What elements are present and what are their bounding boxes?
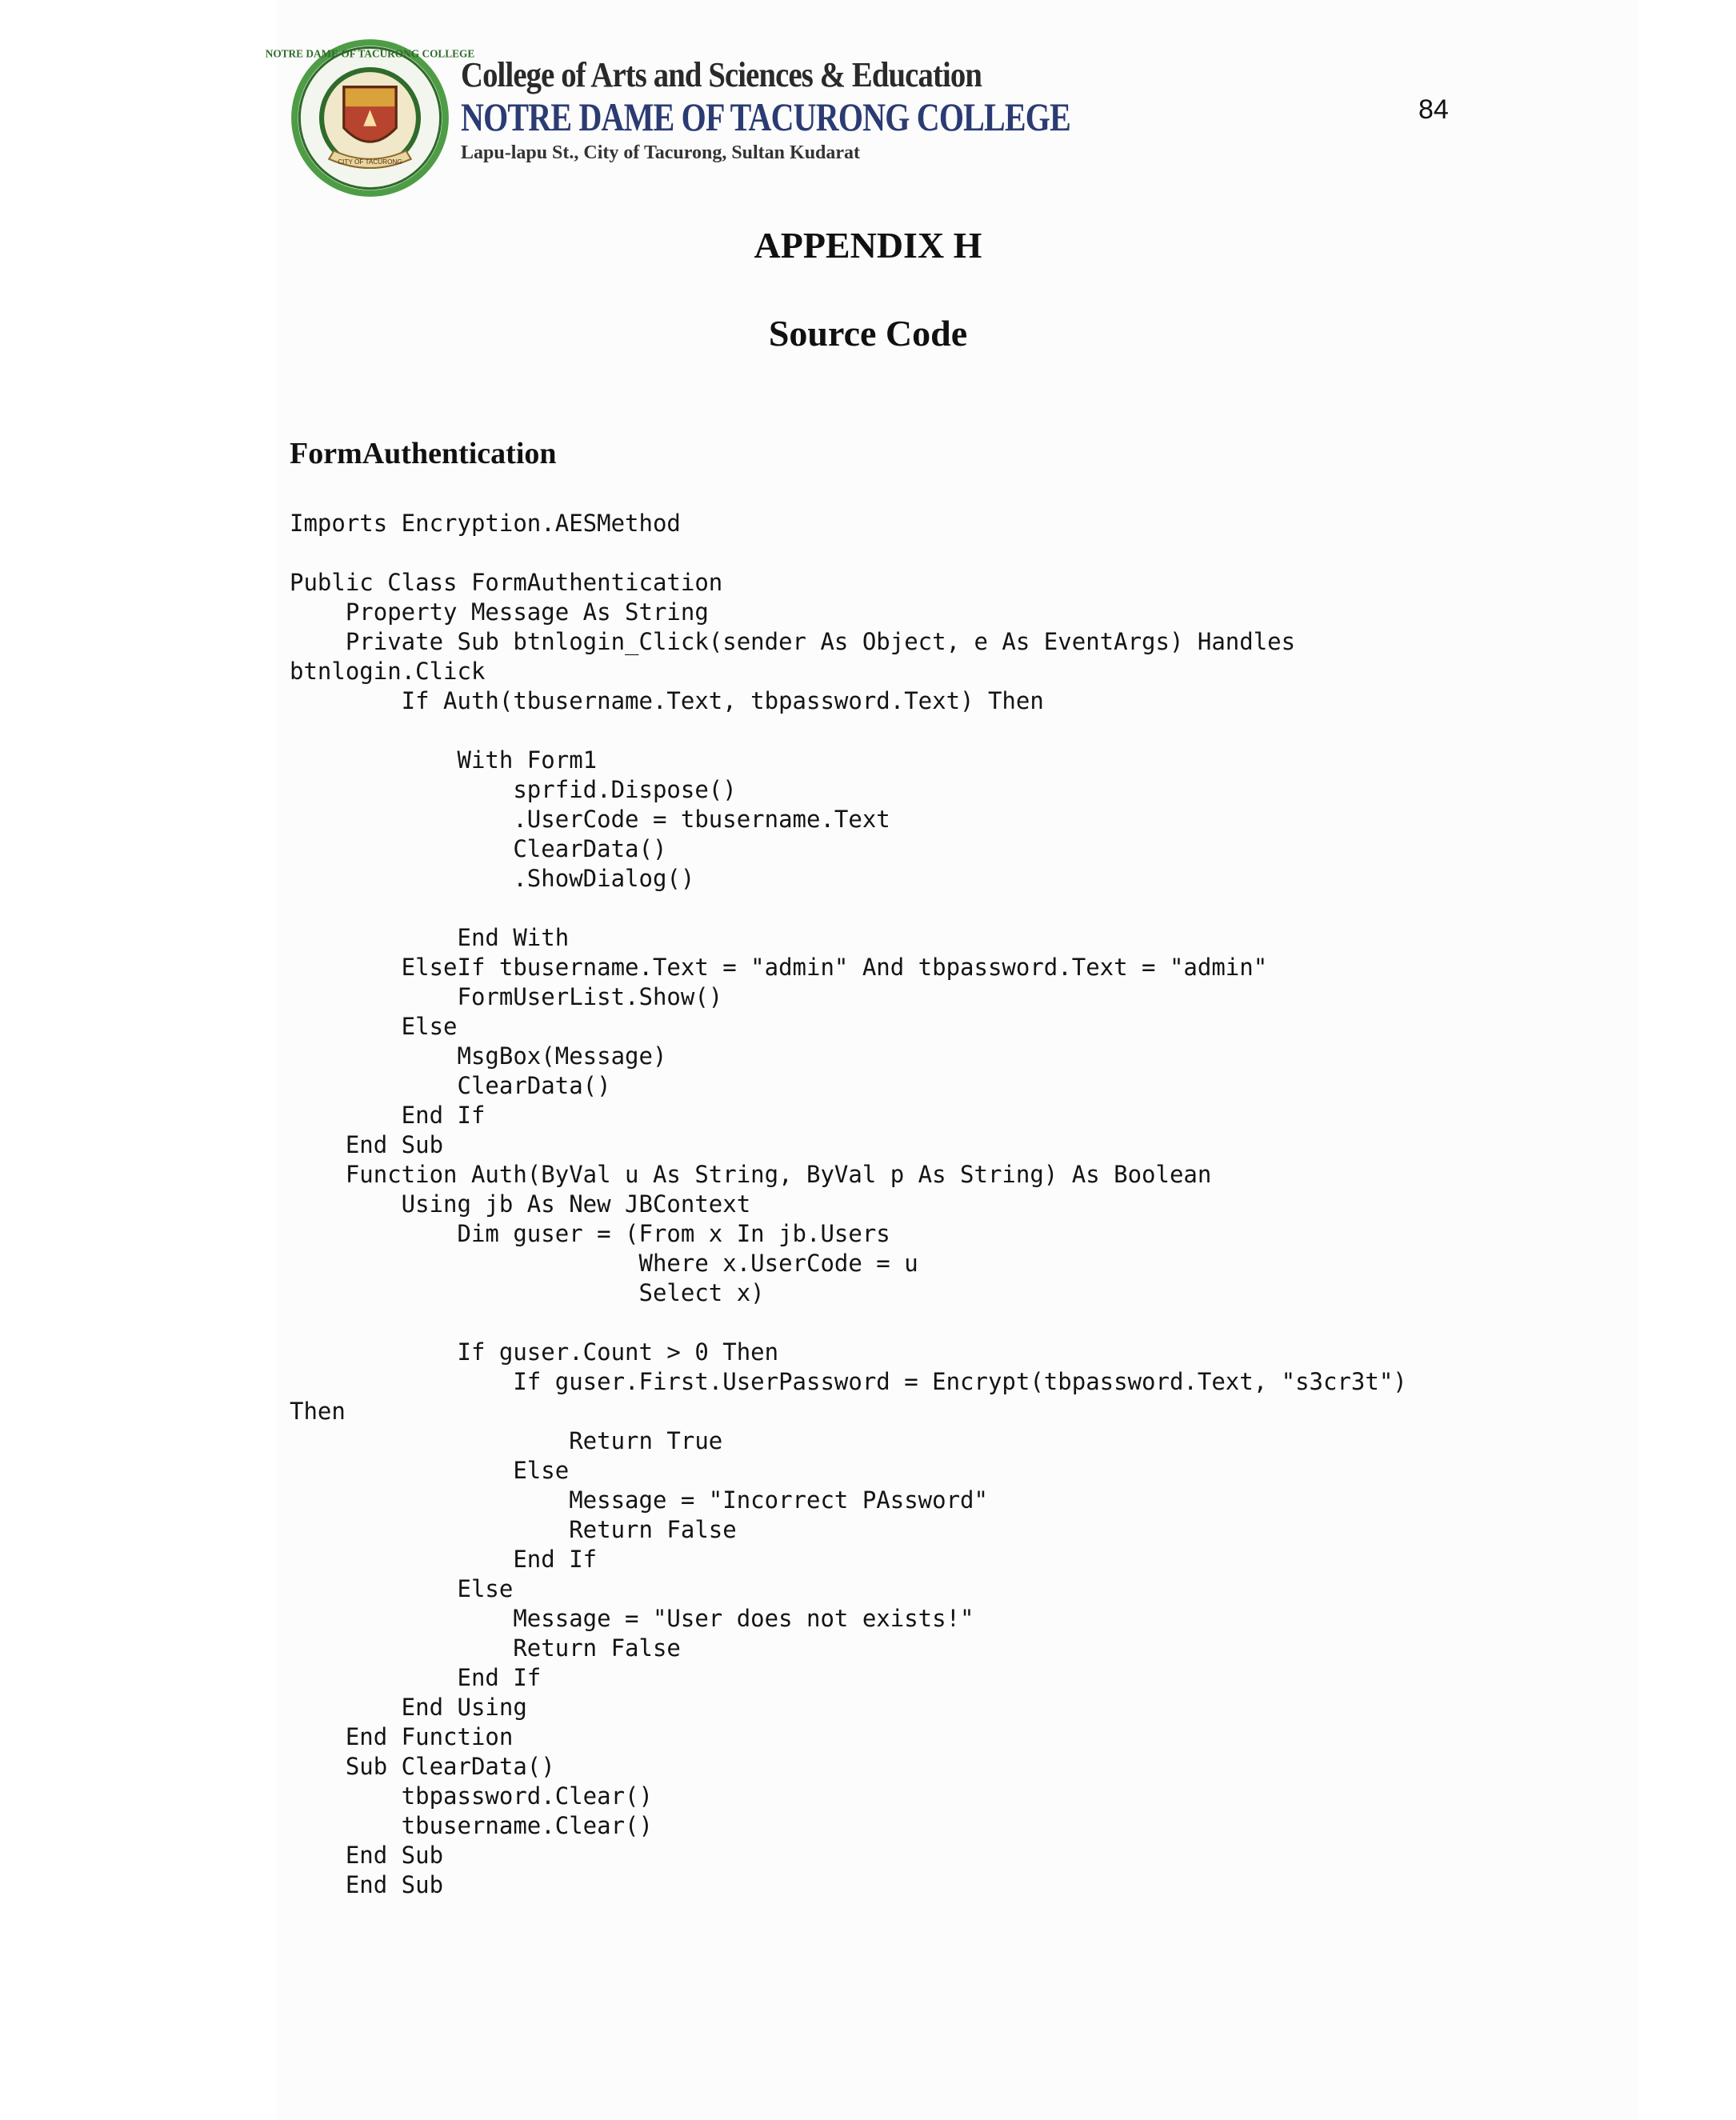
- code-line: Private Sub btnlogin_Click(sender As Object, e As EventArgs) Handles: [290, 628, 1296, 655]
- source-code-listing: [290, 509, 1407, 1900]
- code-line: [290, 1308, 1407, 1338]
- college-header: [265, 32, 1070, 200]
- section-heading: FormAuthentication: [290, 437, 557, 470]
- code-line: [290, 716, 1407, 746]
- college-department-name: College of Arts and Sciences & Education: [461, 55, 982, 94]
- code-line: End Using: [290, 1694, 527, 1721]
- code-line: End If: [290, 1546, 598, 1573]
- code-line: Return True: [290, 1427, 723, 1454]
- code-line: End With: [290, 924, 570, 951]
- code-line: sprfid.Dispose(): [290, 776, 737, 803]
- code-line: Public Class FormAuthentication: [290, 569, 723, 596]
- code-line: Dim guser = (From x In jb.Users: [290, 1220, 890, 1247]
- code-line: Return False: [290, 1634, 681, 1662]
- appendix-subtitle: Source Code: [768, 313, 968, 354]
- code-line: End Sub: [290, 1131, 444, 1158]
- code-line: Else: [290, 1575, 514, 1602]
- code-line: With Form1: [290, 746, 598, 774]
- code-line: End If: [290, 1102, 486, 1129]
- seal-shield-band: [346, 89, 395, 107]
- header-text-block: [461, 54, 1070, 168]
- code-line: ClearData(): [290, 1072, 611, 1099]
- code-line: Imports Encryption.AESMethod: [290, 510, 681, 537]
- code-line: [290, 538, 1407, 568]
- code-line: .UserCode = tbusername.Text: [290, 806, 890, 833]
- code-line: Return False: [290, 1516, 737, 1543]
- code-line: Where x.UserCode = u: [290, 1250, 918, 1277]
- code-line: Function Auth(ByVal u As String, ByVal p As String) As Boolean: [290, 1161, 1212, 1188]
- code-line: ElseIf tbusername.Text = "admin" And tbpassword.Text = "admin": [290, 954, 1268, 981]
- page-number: 84: [1418, 94, 1449, 125]
- code-line: End Sub: [290, 1842, 444, 1869]
- code-line: FormUserList.Show(): [290, 983, 723, 1010]
- code-line: MsgBox(Message): [290, 1042, 667, 1070]
- code-line: Message = "Incorrect PAssword": [290, 1486, 988, 1514]
- code-line: End If: [290, 1664, 542, 1691]
- school-address: Lapu-lapu St., City of Tacurong, Sultan Kudarat: [461, 142, 861, 163]
- code-line: ClearData(): [290, 835, 667, 862]
- college-seal-logo: [265, 36, 475, 200]
- seal-ribbon-text: CITY OF TACURONG: [338, 158, 402, 166]
- code-line: If guser.First.UserPassword = Encrypt(tbpassword.Text, "s3cr3t"): [290, 1368, 1407, 1395]
- code-line: End Function: [290, 1723, 514, 1750]
- code-line: [290, 894, 1407, 923]
- code-line: Then: [290, 1398, 346, 1425]
- code-line: If Auth(tbusername.Text, tbpassword.Text) Then: [290, 687, 1044, 714]
- code-line: End Sub: [290, 1871, 444, 1898]
- code-line: tbusername.Clear(): [290, 1812, 653, 1839]
- code-line: Sub ClearData(): [290, 1753, 555, 1780]
- code-line: Else: [290, 1457, 570, 1484]
- code-line: Property Message As String: [290, 598, 709, 626]
- code-line: Message = "User does not exists!": [290, 1605, 974, 1632]
- code-line: .ShowDialog(): [290, 865, 695, 892]
- code-line: Select x): [290, 1279, 765, 1306]
- code-line: btnlogin.Click: [290, 658, 486, 685]
- code-line: tbpassword.Clear(): [290, 1782, 653, 1810]
- code-line: Else: [290, 1013, 458, 1040]
- code-line: If guser.Count > 0 Then: [290, 1338, 779, 1366]
- school-name: NOTRE DAME OF TACURONG COLLEGE: [461, 94, 1070, 139]
- code-line: Using jb As New JBContext: [290, 1190, 751, 1218]
- appendix-title: APPENDIX H: [754, 225, 982, 266]
- seal-ring-text: NOTRE DAME OF TACURONG COLLEGE: [265, 47, 475, 60]
